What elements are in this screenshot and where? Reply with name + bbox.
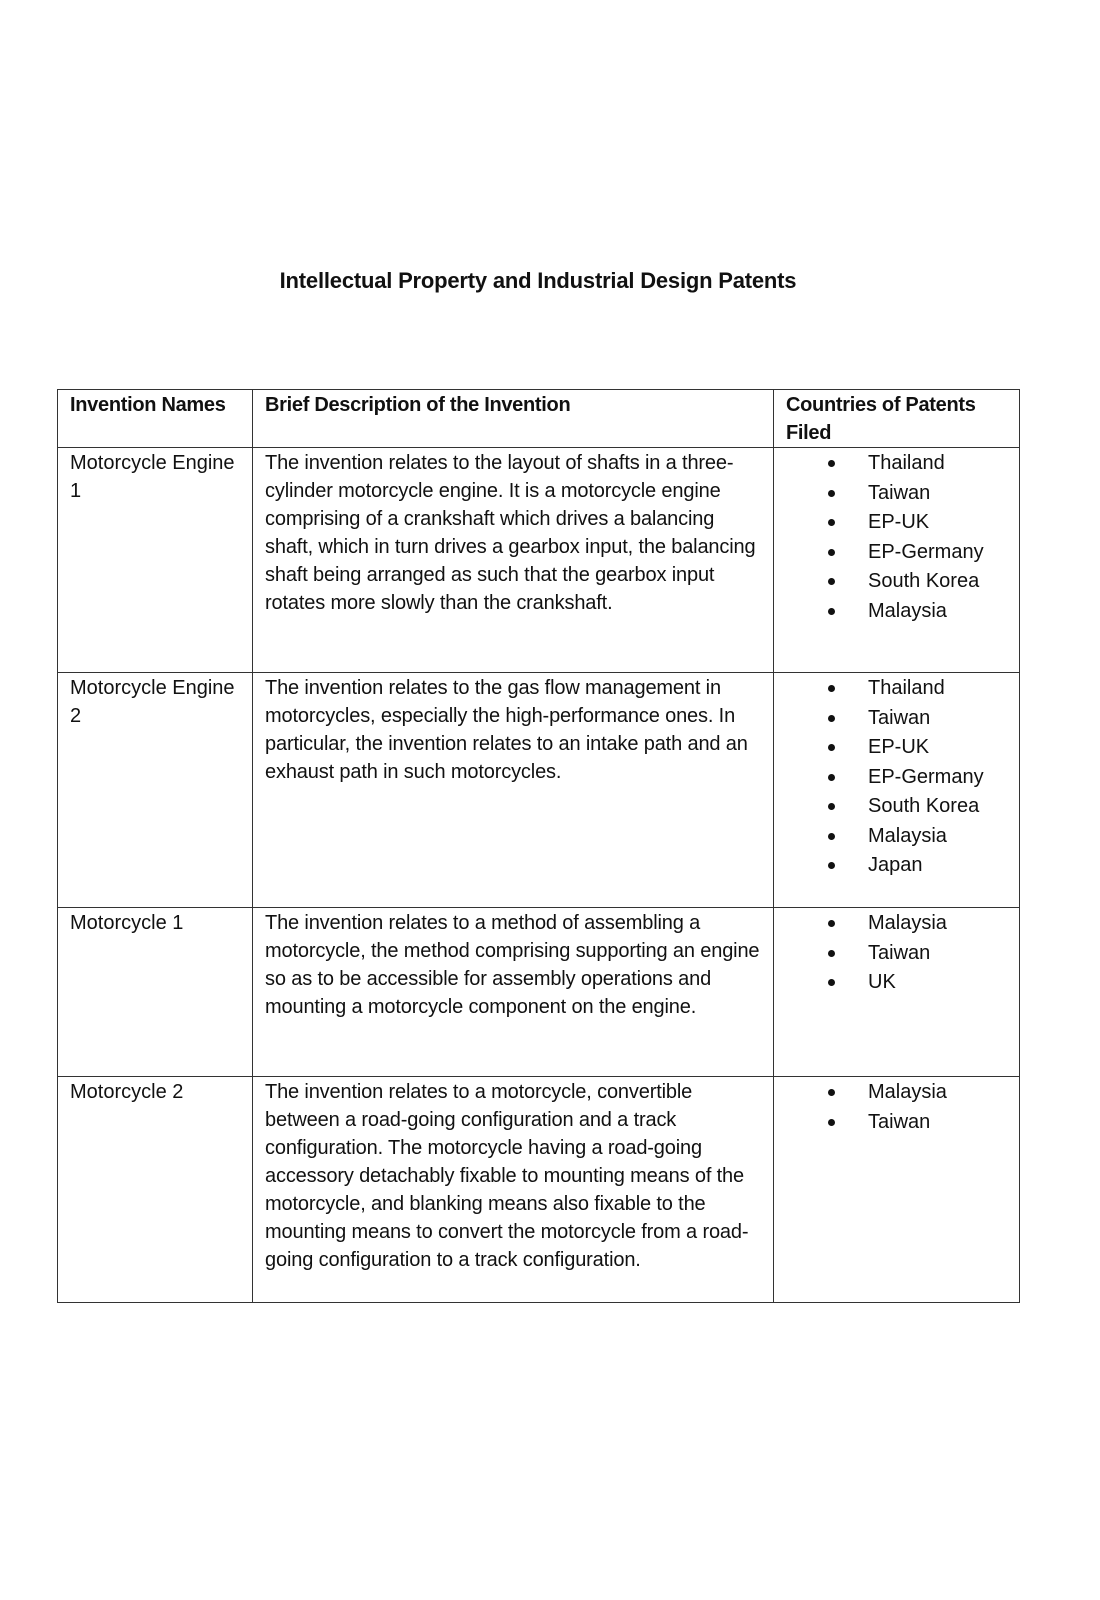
table-row: [58, 1077, 1020, 1303]
table-header-row: [58, 390, 1020, 448]
countries-list: [786, 909, 1007, 998]
countries-cell: [774, 448, 1020, 673]
header-description: Brief Description of the Invention: [253, 390, 774, 448]
country-item: Malaysia: [786, 822, 1007, 852]
header-invention-names: Invention Names: [58, 390, 253, 448]
country-item: Malaysia: [786, 909, 1007, 939]
invention-description: The invention relates to a method of assembling a motorcycle, the method comprising supporting an engine so as to be accessible for assembly operations and mounting a motorcycle component on the engine.: [253, 908, 774, 1077]
country-item: UK: [786, 968, 1007, 998]
invention-name: Motorcycle 1: [58, 908, 253, 1077]
country-item: Taiwan: [786, 479, 1007, 509]
invention-name: Motorcycle 2: [58, 1077, 253, 1303]
countries-list: [786, 1078, 1007, 1137]
invention-name: Motorcycle Engine 2: [58, 673, 253, 908]
country-item: Taiwan: [786, 1108, 1007, 1138]
country-item: EP-UK: [786, 733, 1007, 763]
country-item: Japan: [786, 851, 1007, 881]
country-item: Malaysia: [786, 1078, 1007, 1108]
countries-cell: [774, 673, 1020, 908]
invention-description: The invention relates to the gas flow management in motorcycles, especially the high-performance ones. In particular, the invention relates to an intake path and an exhaust path in such motorcycles.: [253, 673, 774, 908]
countries-list: [786, 449, 1007, 626]
country-item: Taiwan: [786, 704, 1007, 734]
table-row: [58, 908, 1020, 1077]
country-item: Thailand: [786, 674, 1007, 704]
table-row: [58, 448, 1020, 673]
country-item: EP-UK: [786, 508, 1007, 538]
countries-cell: [774, 1077, 1020, 1303]
country-item: South Korea: [786, 792, 1007, 822]
patents-table: [57, 389, 1020, 1303]
table-row: [58, 673, 1020, 908]
invention-description: The invention relates to a motorcycle, convertible between a road-going configuration and a track configuration. The motorcycle having a road-going accessory detachably fixable to mounting means of the motorcycle, and blanking means also fixable to the mounting means to convert the motorcycle from a road-going configuration to a track configuration.: [253, 1077, 774, 1303]
country-item: Thailand: [786, 449, 1007, 479]
country-item: EP-Germany: [786, 763, 1007, 793]
invention-description: The invention relates to the layout of shafts in a three-cylinder motorcycle engine. It is a motorcycle engine comprising of a crankshaft which drives a balancing shaft, which in turn drives a gearbox input, the balancing shaft being arranged as such that the gearbox input rotates more slowly than the crankshaft.: [253, 448, 774, 673]
country-item: EP-Germany: [786, 538, 1007, 568]
countries-list: [786, 674, 1007, 881]
header-countries: Countries of Patents Filed: [774, 390, 1020, 448]
country-item: South Korea: [786, 567, 1007, 597]
countries-cell: [774, 908, 1020, 1077]
country-item: Taiwan: [786, 939, 1007, 969]
country-item: Malaysia: [786, 597, 1007, 627]
invention-name: Motorcycle Engine 1: [58, 448, 253, 673]
page-title: Intellectual Property and Industrial Design Patents: [279, 268, 797, 293]
